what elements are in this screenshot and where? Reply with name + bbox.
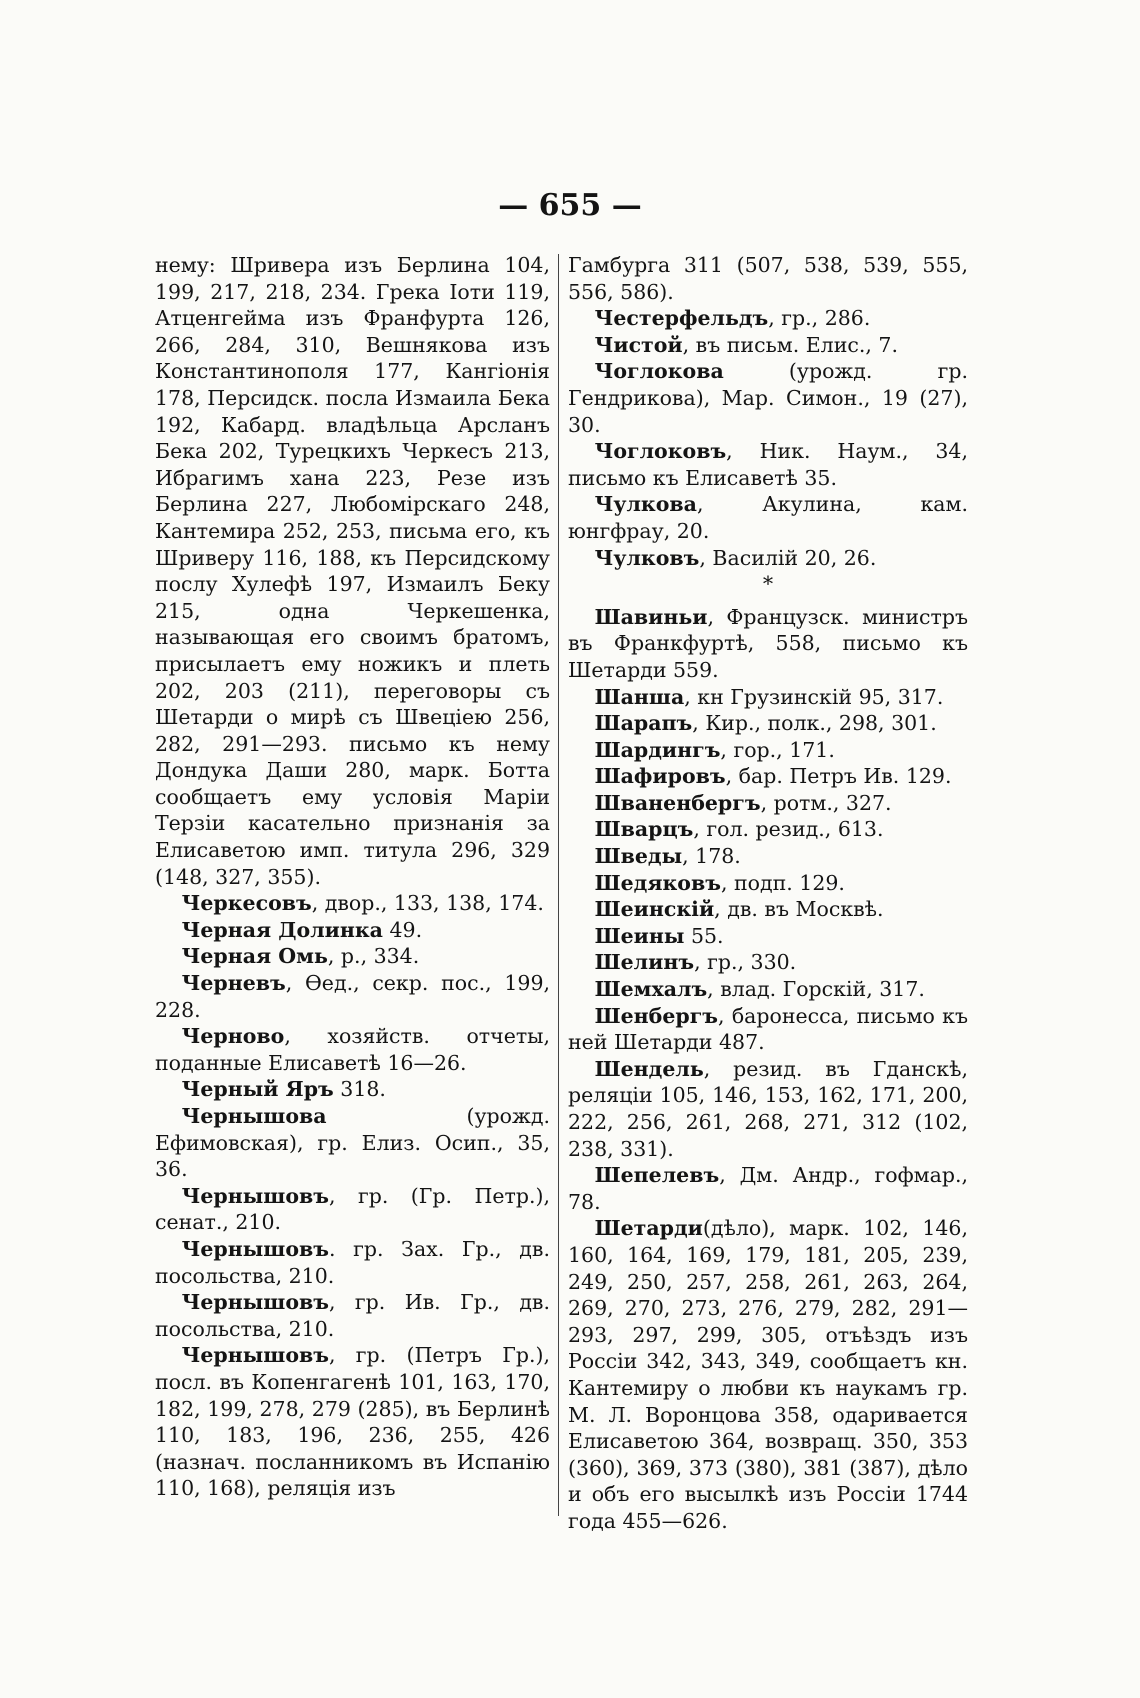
page-number: — 655 — (498, 188, 642, 223)
index-entry (568, 763, 968, 790)
index-entry (568, 252, 968, 305)
entry-text: , кн Грузинскій 95, 317. (684, 684, 944, 709)
entry-text: 49. (382, 917, 423, 942)
entry-heading: Шедяковъ (594, 870, 721, 895)
entry-text: , Кир., полк., 298, 301. (692, 711, 937, 736)
index-entry (568, 1215, 968, 1534)
entry-heading: Черново (181, 1024, 285, 1049)
entry-text: , бар. Петръ Ив. 129. (725, 764, 952, 789)
index-entry (155, 1076, 550, 1103)
entry-text: , гр., 330. (694, 950, 797, 975)
entry-text: Гамбурга 311 (507, 538, 539, 555, 556, 586). (568, 253, 968, 304)
entry-heading: Черневъ (181, 971, 286, 996)
entry-text: . гр. Зах. Гр., дв. посольства, 210. (155, 1236, 550, 1288)
entry-text: , гр., 286. (768, 306, 871, 331)
entry-heading: Черная Долинка (181, 917, 383, 942)
left-column (155, 252, 550, 1502)
entry-heading: Шелинъ (594, 950, 695, 975)
section-separator: * (762, 572, 774, 597)
index-entry (568, 604, 968, 684)
entry-heading: Шведы (594, 844, 683, 869)
index-entry (568, 1056, 968, 1162)
index-entry (155, 943, 550, 970)
index-entry (568, 923, 968, 950)
index-entry (568, 358, 968, 438)
entry-text: , резид. въ Гданскѣ, реляціи 105, 146, 153, 162, 171, 200, 222, 256, 261, 268, 271, 312 (102, 238, 331). (568, 1056, 968, 1161)
entry-heading: Чоглокова (594, 359, 724, 384)
entry-heading: Шанша (594, 684, 685, 709)
index-entry (155, 1023, 550, 1076)
index-entry (155, 1236, 550, 1289)
index-entry (568, 949, 968, 976)
index-entry (568, 896, 968, 923)
entry-text: , Василій 20, 26. (699, 545, 877, 570)
entry-text: , Ѳед., секр. пос., 199, 228. (155, 971, 550, 1022)
entry-text: , Акулина, кам. юнгфрау, 20. (568, 492, 968, 543)
entry-heading: Шеинскій (594, 897, 715, 922)
entry-text: , Дм. Андр., гофмар., 78. (568, 1163, 968, 1214)
entry-heading: Шафировъ (594, 764, 726, 789)
index-entry (568, 545, 968, 572)
entry-text: , въ письм. Елис., 7. (682, 332, 898, 357)
entry-heading: Чулковъ (594, 545, 700, 570)
index-entry (568, 976, 968, 1003)
entry-text: 318. (333, 1077, 386, 1102)
entry-heading: Чулкова (594, 492, 697, 517)
entry-heading: Чистой (594, 332, 683, 357)
entry-text: , гр. Ив. Гр., дв. посольства, 210. (155, 1290, 550, 1341)
index-entry (568, 1162, 968, 1215)
entry-heading: Шваненбергъ (594, 790, 761, 815)
entry-text: , ротм., 327. (760, 790, 892, 815)
index-entry (568, 491, 968, 544)
entry-text: , хозяйств. отчеты, поданные Елисаветѣ 16—26. (155, 1024, 550, 1075)
entry-heading: Черный Яръ (181, 1077, 334, 1102)
column-divider (558, 254, 559, 1516)
entry-heading: Шендель (594, 1056, 704, 1081)
index-entry (568, 710, 968, 737)
entry-heading: Шенбергъ (594, 1003, 719, 1028)
entry-text: , подп. 129. (720, 870, 845, 895)
entry-heading: Чернышовъ (181, 1290, 329, 1315)
entry-text: , 178. (682, 844, 741, 869)
index-entry (568, 684, 968, 711)
entry-heading: Чоглоковъ (594, 439, 727, 464)
entry-heading: Шетарди (594, 1216, 703, 1241)
index-entry (568, 843, 968, 870)
index-entry (155, 252, 550, 890)
index-entry (568, 1003, 968, 1056)
index-entry (155, 970, 550, 1023)
entry-text: , двор., 133, 138, 174. (311, 891, 544, 916)
entry-heading: Шемхалъ (594, 977, 708, 1002)
entry-text: , гол. резид., 613. (693, 817, 884, 842)
index-entry (155, 1183, 550, 1236)
entry-text: , р., 334. (327, 944, 420, 969)
entry-text: , гр. (Гр. Петр.), сенат., 210. (155, 1183, 550, 1235)
entry-heading: Шардингъ (594, 737, 721, 762)
index-entry (568, 816, 968, 843)
entry-text: , баронесса, письмо къ ней Шетарди 487. (568, 1003, 968, 1055)
entry-heading: Шепелевъ (594, 1163, 720, 1188)
index-entry (568, 870, 968, 897)
entry-text: (урожд. Ефимовская), гр. Елиз. Осип., 35, 36. (155, 1104, 550, 1182)
index-entry (155, 1342, 550, 1502)
entry-heading: Черная Омь (181, 944, 328, 969)
index-entry (568, 438, 968, 491)
entry-heading: Чернышовъ (181, 1236, 329, 1261)
entry-heading: Шварцъ (594, 817, 694, 842)
entry-heading: Шарапъ (594, 711, 693, 736)
entry-heading: Чернышовъ (181, 1343, 329, 1368)
entry-text: (дѣло), марк. 102, 146, 160, 164, 169, 179, 181, 205, 239, 249, 250, 257, 258, 261, 263, 264, 269, 270, 273, 276, 279, 282, 291—293, 297, 299, 305, отъѣздъ изъ Россіи 342, 343, 349, сообщаетъ кн. Кантемиру о любви къ наукамъ гр. М. Л. Воронцова 358, одаривается Елисаветою 364, возвращ. 350, 353 (360), 369, 373 (380), 381 (387), дѣло и объ его высылкѣ изъ Россіи 1744 года 455—626. (568, 1216, 968, 1533)
index-entry (568, 737, 968, 764)
entry-text: 55. (684, 923, 724, 948)
entry-heading: Шеины (594, 923, 685, 948)
entry-text: , Французск. министръ въ Франкфуртѣ, 558, письмо къ Шетарди 559. (568, 604, 968, 682)
entry-text: (урожд. гр. Гендрикова), Мар. Симон., 19 (27), 30. (568, 359, 968, 437)
index-entry (155, 1289, 550, 1342)
index-entry (568, 305, 968, 332)
index-entry (155, 917, 550, 944)
entry-text: , дв. въ Москвѣ. (714, 897, 884, 922)
entry-text: , влад. Горскій, 317. (707, 977, 925, 1002)
entry-text: , гор., 171. (720, 737, 835, 762)
entry-heading: Честерфельдъ (594, 306, 769, 331)
entry-heading: Черкесовъ (181, 891, 312, 916)
index-entry (568, 332, 968, 359)
index-entry (155, 890, 550, 917)
entry-text: , гр. (Петръ Гр.), посл. въ Копенгагенѣ 101, 163, 170, 182, 199, 278, 279 (285), въ Берлинѣ 110, 183, 196, 236, 255, 426 (назнач. посланникомъ въ Испанію 110, 168), реляція изъ (155, 1343, 550, 1501)
entry-heading: Шавиньи (594, 604, 708, 629)
index-entry (568, 790, 968, 817)
right-column (568, 252, 968, 1535)
index-entry (155, 1103, 550, 1183)
entry-heading: Чернышова (181, 1104, 327, 1128)
entry-heading: Чернышовъ (181, 1183, 329, 1208)
entry-text: нему: Шривера изъ Берлина 104, 199, 217, 218, 234. Грека Іоти 119, Атценгейма изъ Франфурта 126, 266, 284, 310, Вешнякова изъ Константинополя 177, Кангіонія 178, Персидск. посла Измаила Бека 192, Кабард. владѣльца Арсланъ Бека 202, Турецкихъ Черкесъ 213, Ибрагимъ хана 223, Резе изъ Берлина 227, Любомірскаго 248, Кантемира 252, 253, письма его, къ Шриверу 116, 188, къ Персидскому послу Хулефѣ 197, Измаилъ Беку 215, одна Черкешенка, называющая его своимъ братомъ, присылаетъ ему ножикъ и плеть 202, 203 (211), переговоры съ Шетарди о мирѣ съ Швеціею 256, 282, 291—293. письмо къ нему Дондука Даши 280, марк. Ботта сообщаетъ ему условія Маріи Терзіи касательно признанія за Елисаветою имп. титула 296, 329 (148, 327, 355). (155, 253, 550, 889)
entry-text: , Ник. Наум., 34, письмо къ Елисаветѣ 35. (568, 439, 968, 490)
